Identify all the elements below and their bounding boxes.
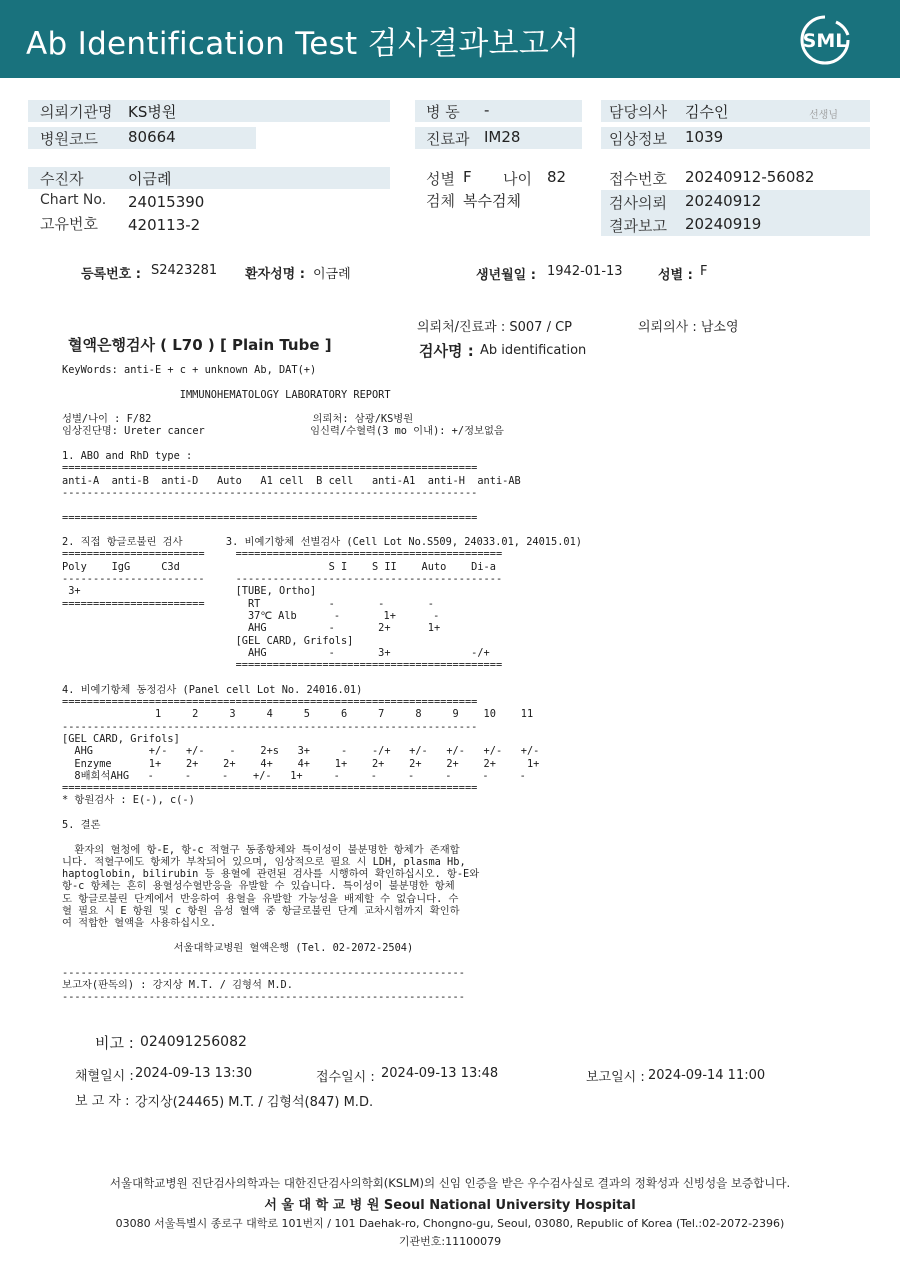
bigo-value: 024091256082	[140, 1034, 247, 1050]
footer-cert: 서울대학교병원 진단검사의학과는 대한진단검사의학회(KSLM)의 신임 인증을 받은 우수검사실로 결과의 정확성과 신빙성을 보증합니다.	[109, 1176, 791, 1190]
test-name-label: 검사명 :	[419, 342, 474, 360]
req-date-value: 20240912	[685, 192, 762, 210]
pt-name-value: 이금례	[313, 267, 351, 282]
chart-value: 24015390	[128, 193, 205, 211]
test-title: 혈액은행검사 ( L70 ) [ Plain Tube ]	[68, 336, 332, 354]
req-org-value: KS병원	[128, 103, 177, 121]
age-value: 82	[547, 168, 567, 186]
footer-hospital: 서 울 대 학 교 병 원 Seoul National University Hospital	[264, 1198, 636, 1213]
header-bar	[0, 0, 900, 78]
clinical-label: 임상정보	[609, 130, 667, 148]
test-name-value: Ab identification	[480, 343, 587, 358]
reg-no-value: S2423281	[151, 263, 218, 278]
req-dept-line: 의뢰처/진료과 : S007 / CP	[417, 320, 572, 335]
req-doctor-line: 의뢰의사 : 남소영	[638, 320, 739, 335]
chart-label: Chart No.	[40, 192, 107, 208]
hosp-code-value: 80664	[128, 128, 176, 146]
age-label: 나이	[503, 170, 532, 188]
footer-org-no: 기관번호:11100079	[398, 1235, 502, 1248]
page-title: Ab Identification Test 검사결과보고서	[26, 26, 580, 62]
report-date-value: 20240919	[685, 215, 762, 233]
pt-name-label: 환자성명 :	[245, 267, 305, 282]
receipt-value: 20240912-56082	[685, 168, 815, 186]
uid-value: 420113-2	[128, 216, 201, 234]
req-date-label: 검사의뢰	[609, 194, 667, 212]
scan-receipt-value: 2024-09-13 13:48	[381, 1066, 499, 1081]
sex-value: F	[463, 168, 472, 186]
doctor-value: 김수인	[685, 103, 729, 121]
dept-value: IM28	[484, 128, 521, 146]
dob-label: 생년월일 :	[476, 268, 536, 283]
doctor-suffix: 선생님	[809, 110, 838, 121]
report-time-value: 2024-09-14 11:00	[648, 1068, 766, 1083]
sml-logo-icon	[798, 13, 852, 67]
collect-label: 채혈일시 :	[75, 1069, 134, 1084]
sex-label: 성별	[426, 170, 455, 188]
clinical-value: 1039	[685, 128, 724, 146]
doctor-label: 담당의사	[609, 103, 667, 121]
specimen-label: 검체	[426, 192, 455, 210]
req-org-label: 의뢰기관명	[40, 103, 113, 121]
reg-no-label: 등록번호 :	[81, 267, 141, 282]
receipt-label: 접수번호	[609, 170, 667, 188]
dept-label: 진료과	[426, 130, 470, 148]
report-date-label: 결과보고	[609, 217, 667, 235]
uid-label: 고유번호	[40, 215, 98, 233]
report-time-label: 보고일시 :	[586, 1070, 645, 1085]
ward-value: -	[484, 101, 490, 119]
reporter-value: 강지상(24465) M.T. / 김형석(847) M.D.	[135, 1095, 374, 1110]
hosp-code-label: 병원코드	[40, 130, 98, 148]
logo-text: SML	[802, 30, 848, 52]
footer-address: 03080 서울특별시 종로구 대학로 101번지 / 101 Daehak-ro, Chongno-gu, Seoul, 03080, Republic of Korea (Tel.:02-2072-2396)	[115, 1217, 785, 1230]
ward-label: 병 동	[426, 103, 460, 121]
specimen-value: 복수검체	[463, 192, 521, 210]
scan-sex-value: F	[700, 264, 708, 279]
patient-value: 이금례	[128, 170, 172, 188]
collect-value: 2024-09-13 13:30	[135, 1066, 253, 1081]
reporter-label: 보 고 자 :	[75, 1094, 130, 1109]
patient-label: 수진자	[40, 170, 84, 188]
scan-sex-label: 성별 :	[658, 268, 693, 283]
lab-report-text: KeyWords: anti-E + c + unknown Ab, DAT(+) IMMUNOHEMATOLOGY LABORATORY REPORT 성별/나이 : F/82 의뢰처: 삼광/KS병원 임상진단명: Ureter cancer 임신력/수혈력(3 mo 이내): +/정보없음 1. ABO and RhD type : =================================================================== anti-A anti-B anti-D Auto A1 cell B cell anti-A1 anti-H anti-AB ------------------------------------------------------------------- =================================================================== 2. 직접 항글로불린 검사 3. 비예기항체 선별검사 (Cell Lot No.S509, 24033.01, 24015.01) ======================= =========================================== Poly IgG C3d S I S II Auto Di-a ----------------------- ------------------------------------------- 3+ [TUBE, Ortho] ======================= RT - - - 37℃ Alb - 1+ - AHG - 2+ 1+ [GEL CARD, Grifols] AHG - 3+ -/+ =========================================== 4. 비예기항체 동정검사 (Panel cell Lot No. 24016.01) =================================================================== 1 2 3 4 5 6 7 8 9 10 11 ------------------------------------------------------------------- [GEL CARD, Grifols] AHG +/- +/- - 2+s 3+ - -/+ +/- +/- +/- +/- Enzyme 1+ 2+ 2+ 4+ 4+ 1+ 2+ 2+ 2+ 2+ 1+ 8배희석AHG - - - +/- 1+ - - - - - - =================================================================== * 항원검사 : E(-), c(-) 5. 결론 환자의 혈청에 항-E, 항-c 적혈구 동종항체와 특이성이 불분명한 항체가 존재합 니다. 적혈구에도 항체가 부착되어 있으며, 임상적으로 필요 시 LDH, plasma Hb, haptoglobin, bilirubin 등 용혈에 관련된 검사를 시행하여 확인하십시오. 항-E와 항-c 항체는 흔히 용혈성수혈반응을 유발할 수 있습니다. 특이성이 불분명한 항체 도 항글로불린 단계에서 반응하여 용혈을 유발할 가능성을 배제할 수 없습니다. 수 혈 필요 시 E 항원 및 c 항원 음성 혈액 중 항글로불린 단계 교차시험까지 확인하 여 적합한 혈액을 사용하십시오. 서울대학교병원 혈액은행 (Tel. 02-2072-2504) ----------------------------------------------------------------- 보고자(판독의) : 강지상 M.T. / 김형석 M.D. -----------------------------------------------------------------	[62, 364, 582, 1004]
bigo-label: 비고 :	[95, 1034, 134, 1052]
dob-value: 1942-01-13	[547, 264, 623, 279]
scan-receipt-label: 접수일시 :	[316, 1070, 375, 1085]
